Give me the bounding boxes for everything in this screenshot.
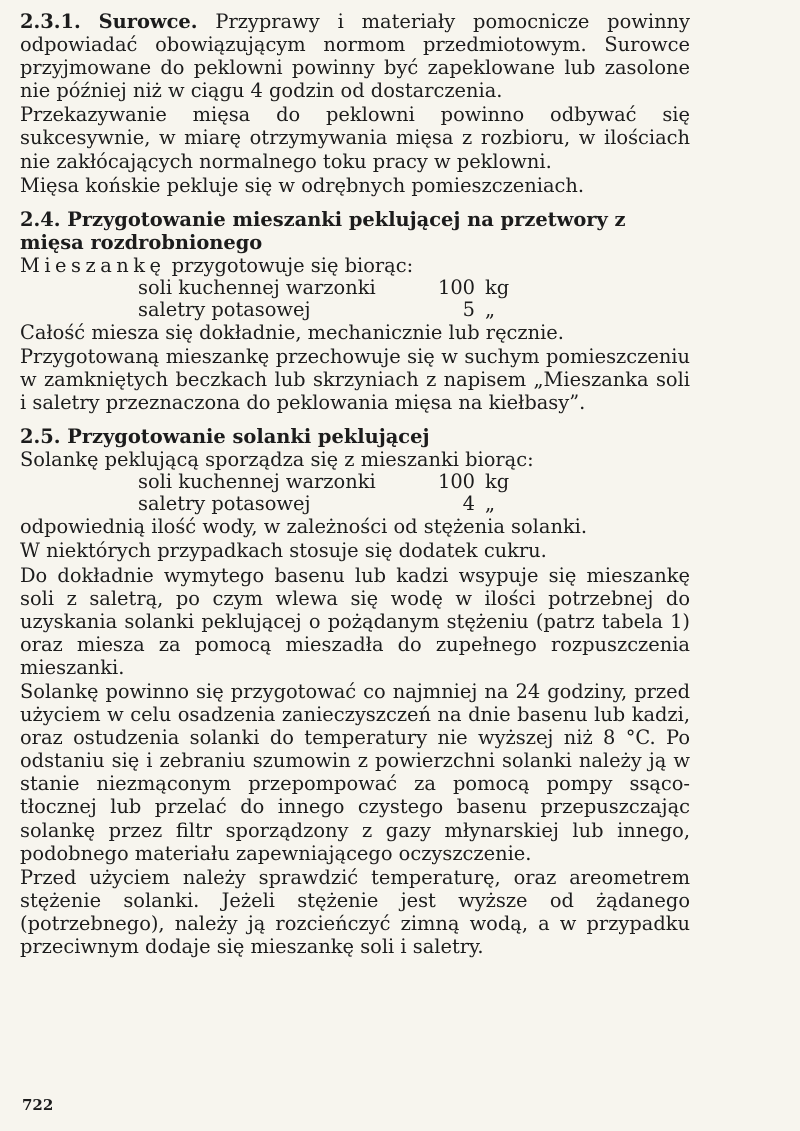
section-2-4-intro-spaced: Mieszankę	[20, 253, 166, 277]
ingredient-name: soli kuchennej warzonki	[138, 470, 376, 494]
section-2-3-1-paragraph-2: Przekazywanie mięsa do peklowni powinno odbywać się sukcesywnie, w miarę otrzymywania mięsa z rozbioru, w ilościach nie zakłócających normalnego toku pracy w peklowni.	[20, 103, 690, 173]
ingredient-qty: 100	[438, 275, 476, 299]
ingredient-row	[138, 277, 509, 299]
page-number: 722	[22, 1096, 54, 1114]
ingredient-unit: kg	[485, 470, 510, 494]
ingredient-row	[138, 299, 509, 321]
ingredient-name: saletry potasowej	[138, 297, 311, 321]
section-2-5-paragraph-3: Do dokładnie wymytego basenu lub kadzi wsypuje się mieszankę soli z saletrą, po czym wlewa się wodę w ilości potrzebnej do uzyskania solanki peklującej o pożądanym stężeniu (patrz tabela 1) oraz miesza za pomocą mieszadła do zupełnego rozpuszczenia mieszanki.	[20, 563, 690, 679]
ingredient-qty: 4	[462, 492, 476, 516]
section-2-4-paragraph-2: Przygotowaną mieszankę przechowuje się w suchym pomieszczeniu w zamkniętych beczkach lub skrzyniach z napisem „Mieszanka soli i saletry przeznaczona do peklowania mięsa na kiełbasy”.	[20, 344, 690, 415]
section-2-5-paragraph-2: W niektórych przypadkach stosuje się dodatek cukru.	[20, 539, 547, 563]
section-2-5-intro: Solankę peklującą sporządza się z mieszanki biorąc:	[20, 448, 534, 472]
section-2-3-1-text: Przyprawy i materiały pomocnicze powinny odpowiadać obowiązującym normom przedmiotowym. Surowce przyjmowane do peklowni powinny być zapeklowane lub zasolone nie później niż w ciągu 4 godzin od dostarczenia.	[20, 10, 690, 103]
section-2-3-1-paragraph-3: Mięsa końskie pekluje się w odrębnych pomieszczeniach.	[20, 173, 585, 197]
ingredient-row	[138, 471, 509, 493]
section-2-4	[20, 208, 690, 414]
section-2-4-intro-rest: przygotowuje się biorąc:	[171, 253, 414, 277]
ingredient-unit: kg	[485, 275, 510, 299]
ingredient-qty: 5	[462, 297, 476, 321]
section-2-5-heading: 2.5. Przygotowanie solanki peklującej	[20, 425, 430, 449]
ingredient-unit: „	[485, 492, 496, 516]
section-2-4-paragraph-1: Całość miesza się dokładnie, mechanicznie lub ręcznie.	[20, 320, 564, 344]
ingredient-qty: 100	[438, 470, 476, 494]
section-2-5-paragraph-4: Solankę powinno się przygotować co najmniej na 24 godziny, przed użyciem w celu osadzenia zanieczyszczeń na dnie basenu lub kadzi, oraz ostudzenia solanki do temperatury nie wyższej niż 8 °C. Po odstaniu się i zebraniu szumowin z powierzchni solanki należy ją w stanie niezmąconym przepompować za pomocą pompy ssąco-tłocznej lub przelać do innego czystego basenu przepuszczając solankę przez filtr sporządzony z gazy młynarskiej lub innego, podobnego materiału zapewniającego oczyszczenie.	[20, 679, 690, 865]
section-2-5-paragraph-5: Przed użyciem należy sprawdzić temperaturę, oraz areometrem stężenie solanki. Jeżeli stężenie jest wyższe od żądanego (potrzebnego), należy ją rozcieńczyć zimną wodą, a w przypadku przeciwnym dodaje się mieszankę soli i saletry.	[20, 865, 690, 958]
section-2-5	[20, 425, 690, 958]
ingredient-name: soli kuchennej warzonki	[138, 275, 376, 299]
section-2-4-ingredients	[138, 277, 509, 321]
section-2-5-ingredients	[138, 471, 509, 515]
ingredient-unit: „	[485, 297, 496, 321]
section-2-3-1-title: Surowce.	[98, 10, 198, 33]
ingredient-name: saletry potasowej	[138, 492, 311, 516]
section-2-3-1	[20, 10, 690, 197]
section-2-4-intro	[20, 254, 690, 277]
page-body	[20, 10, 690, 958]
section-2-3-1-number: 2.3.1.	[20, 10, 81, 33]
ingredient-row	[138, 493, 509, 515]
section-2-4-heading: 2.4. Przygotowanie mieszanki peklującej na przetwory z mięsa rozdrobnionego	[20, 207, 626, 254]
section-2-5-paragraph-1: odpowiednią ilość wody, w zależności od stężenia solanki.	[20, 515, 588, 539]
section-2-3-1-paragraph-1	[20, 10, 690, 102]
